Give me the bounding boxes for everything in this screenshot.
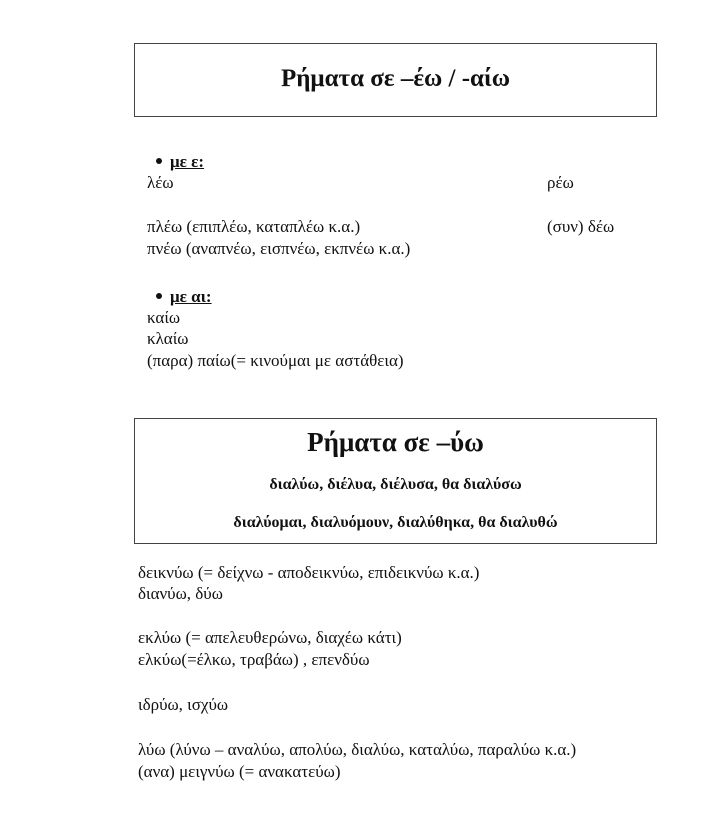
example-passive: διαλύομαι, διαλυόμουν, διαλύθηκα, θα διαλυθώ xyxy=(233,514,558,531)
verb-line: δεικνύω (= δείχνω - αποδεικνύω, επιδεικνύω κ.α.) xyxy=(138,563,480,582)
bullet-icon xyxy=(156,158,162,164)
verb-line: λέω xyxy=(147,173,174,192)
verb-line: διανύω, δύω xyxy=(138,584,223,603)
example-active: διαλύω, διέλυα, διέλυσα, θα διαλύσω xyxy=(269,476,522,493)
verb-line: καίω xyxy=(147,308,181,327)
verb-line: εκλύω (= απελευθερώνω, διαχέω κάτι) xyxy=(138,628,402,647)
verb-line: (συν) δέω xyxy=(547,217,615,236)
verb-line: (ανα) μειγνύω (= ανακατεύω) xyxy=(138,762,341,781)
section2-title: Ρήματα σε –ύω xyxy=(307,427,484,457)
verb-line: κλαίω xyxy=(147,329,189,348)
verb-line: ελκύω(=έλκω, τραβάω) , επενδύω xyxy=(138,650,370,669)
group-e-heading: με ε: xyxy=(156,152,204,172)
verb-line: (παρα) παίω(= κινούμαι με αστάθεια) xyxy=(147,351,404,370)
section1-title-box xyxy=(134,43,657,117)
verb-line: λύω (λύνω – αναλύω, απολύω, διαλύω, καταλύω, παραλύω κ.α.) xyxy=(138,740,577,759)
verb-line: πνέω (αναπνέω, εισπνέω, εκπνέω κ.α.) xyxy=(147,239,411,258)
group-ai-heading: με αι: xyxy=(156,287,212,307)
verb-line: ρέω xyxy=(547,173,574,192)
bullet-icon xyxy=(156,293,162,299)
section2-title-box xyxy=(134,418,657,544)
verb-line: ιδρύω, ισχύω xyxy=(138,695,229,714)
section1-title: Ρήματα σε –έω / -αίω xyxy=(280,65,511,92)
verb-line: πλέω (επιπλέω, καταπλέω κ.α.) xyxy=(147,217,361,236)
